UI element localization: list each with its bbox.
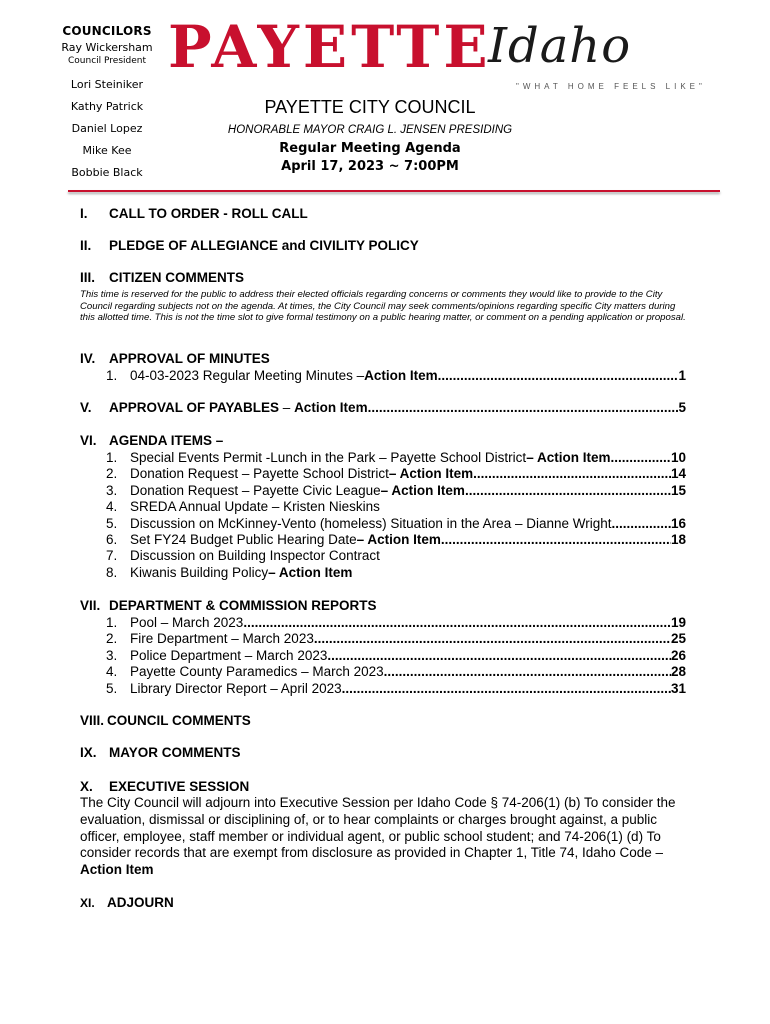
action-item-label: Action Item (364, 368, 438, 383)
item-text: Kiwanis Building Policy (130, 565, 269, 580)
logo-wordmark: PAYETTE (168, 13, 492, 81)
dot-leader (441, 532, 671, 549)
item-number: 2. (106, 466, 118, 481)
councilors-heading: COUNCILORS (62, 24, 152, 38)
citizen-comments-note: This time is reserved for the public to address their elected officials regarding concerns or comments they would like to provide to the City Council regarding subjects not on the agenda. At times, the City Council may seek comments/opinions regarding specific City matters during this allotted time. This is not the time slot to give formal testimony on a public hearing matter, or comment on a pending application or proposal. (80, 289, 686, 323)
item-text: Donation Request – Payette School District (130, 466, 389, 481)
action-item-label: – Action Item (356, 532, 441, 547)
dot-leader (612, 516, 671, 533)
action-item-label: – Action Item (526, 450, 611, 465)
section-approval-payables (80, 400, 686, 417)
page-number: 10 (670, 450, 686, 465)
header-divider (68, 190, 720, 192)
logo-tagline: "WHAT HOME FEELS LIKE" (516, 82, 706, 91)
item-text: Police Department – March 2023 (130, 648, 328, 663)
councilors-list (52, 24, 162, 179)
item-text: Fire Department – March 2023 (130, 631, 314, 646)
section-title: ADJOURN (107, 895, 174, 910)
item-number: 7. (106, 548, 118, 563)
section-title: APPROVAL OF MINUTES (109, 351, 270, 366)
executive-session-body: The City Council will adjourn into Executive Session per Idaho Code § 74-206(1) (b) To consider the evaluation, dismissal or disciplining of, or to hear complaints or charges brought against, a public officer, employee, staff member or individual agent, or public school student; and 74-206(1) (d) To consider records that are exempt from disclosure as provided in Chapter 1, Title 74, Idaho Code – (80, 795, 676, 861)
item-number: 4. (106, 664, 118, 679)
section-number: X. (80, 779, 93, 794)
councilor-name: Mike Kee (82, 144, 132, 157)
council-title: PAYETTE CITY COUNCIL (264, 97, 476, 117)
action-item-label: – Action Item (388, 466, 474, 481)
action-item-label: – Action Item (268, 565, 353, 580)
section-title: CITIZEN COMMENTS (109, 270, 244, 285)
section-title: CALL TO ORDER - ROLL CALL (109, 206, 308, 221)
section-number: III. (80, 270, 96, 285)
councilor-name: Kathy Patrick (70, 100, 144, 113)
dot-leader (342, 681, 671, 698)
agenda-item (106, 565, 686, 582)
item-text: 04-03-2023 Regular Meeting Minutes – (130, 368, 365, 383)
section-number: VIII. (80, 713, 105, 728)
dot-leader (610, 450, 671, 467)
agenda-item (106, 516, 686, 533)
section-number: XI. (80, 896, 95, 910)
page-number: 19 (670, 615, 686, 630)
item-text: Payette County Paramedics – March 2023 (130, 664, 384, 679)
item-text: Set FY24 Budget Public Hearing Date (130, 532, 357, 547)
item-text: SREDA Annual Update – Kristen Nieskins (130, 499, 380, 514)
page-number: 15 (670, 483, 686, 498)
agenda-item (106, 532, 686, 549)
page-number: 1 (678, 368, 686, 383)
section-number: II. (80, 238, 92, 253)
section-title: APPROVAL OF PAYABLES (109, 400, 280, 415)
section-number: I. (80, 206, 88, 221)
dot-leader (438, 368, 679, 385)
dot-leader (473, 466, 671, 483)
meeting-date: April 17, 2023 ~ 7:00PM (281, 159, 459, 174)
item-number: 6. (106, 532, 118, 547)
logo-script: Idaho (488, 18, 632, 74)
item-number: 5. (106, 681, 118, 696)
agenda-item (106, 368, 686, 385)
item-number: 1. (106, 450, 118, 465)
councilor-name: Lori Steiniker (70, 78, 144, 91)
item-number: 1. (106, 368, 118, 383)
item-text: Library Director Report – April 2023 (130, 681, 342, 696)
section-title: DEPARTMENT & COMMISSION REPORTS (109, 598, 377, 613)
page-number: 25 (670, 631, 686, 646)
payette-logo (168, 13, 728, 94)
page-number: 18 (670, 532, 686, 547)
item-number: 3. (106, 648, 118, 663)
item-text: Special Events Permit -Lunch in the Park – Payette School District (130, 450, 527, 465)
item-number: 2. (106, 631, 118, 646)
section-title: COUNCIL COMMENTS (107, 713, 251, 728)
section-title: EXECUTIVE SESSION (109, 779, 250, 794)
section-title: MAYOR COMMENTS (109, 745, 241, 760)
report-item (106, 681, 686, 698)
item-number: 4. (106, 499, 118, 514)
item-text: Pool – March 2023 (130, 615, 244, 630)
report-item (106, 648, 686, 665)
report-item (106, 631, 686, 648)
page-number: 14 (670, 466, 686, 481)
presiding-line: HONORABLE MAYOR CRAIG L. JENSEN PRESIDING (227, 124, 513, 136)
action-item-label: – Action Item (380, 483, 465, 498)
councilor-name: Bobbie Black (71, 166, 143, 179)
executive-session-text (80, 795, 690, 879)
page-number: 31 (670, 681, 686, 696)
section-title: AGENDA ITEMS – (109, 433, 224, 448)
section-number: IX. (80, 745, 97, 760)
section-dash: – (279, 400, 295, 415)
item-number: 5. (106, 516, 118, 531)
section-number: IV. (80, 351, 96, 366)
section-number: VI. (80, 433, 97, 448)
action-item-label: Action Item (294, 400, 368, 415)
item-number: 1. (106, 615, 118, 630)
item-number: 3. (106, 483, 118, 498)
agenda-item (106, 450, 686, 467)
agenda-item (106, 499, 686, 516)
item-text: Donation Request – Payette Civic League (130, 483, 381, 498)
agenda-item (106, 548, 686, 565)
action-item-label: Action Item (80, 862, 154, 878)
dot-leader (368, 400, 679, 417)
report-item (106, 615, 686, 632)
page-number: 26 (670, 648, 686, 663)
council-president-role: Council President (68, 56, 146, 66)
agenda-item (106, 483, 686, 500)
meeting-type: Regular Meeting Agenda (279, 141, 461, 156)
section-number: VII. (80, 598, 101, 613)
page-number: 5 (678, 400, 686, 415)
item-number: 8. (106, 565, 118, 580)
section-title: PLEDGE OF ALLEGIANCE and CIVILITY POLICY (109, 238, 419, 253)
report-item (106, 664, 686, 681)
dot-leader (314, 631, 671, 648)
dot-leader (327, 648, 671, 665)
dot-leader (465, 483, 671, 500)
councilor-name: Daniel Lopez (71, 122, 143, 135)
item-text: Discussion on McKinney-Vento (homeless) Situation in the Area – Dianne Wright (130, 516, 612, 531)
dot-leader (243, 615, 671, 632)
section-number: V. (80, 400, 92, 415)
page-number: 16 (670, 516, 686, 531)
council-president-name: Ray Wickersham (61, 41, 153, 54)
dot-leader (384, 664, 671, 681)
page-number: 28 (670, 664, 686, 679)
agenda-item (106, 466, 686, 483)
item-text: Discussion on Building Inspector Contract (130, 548, 380, 563)
